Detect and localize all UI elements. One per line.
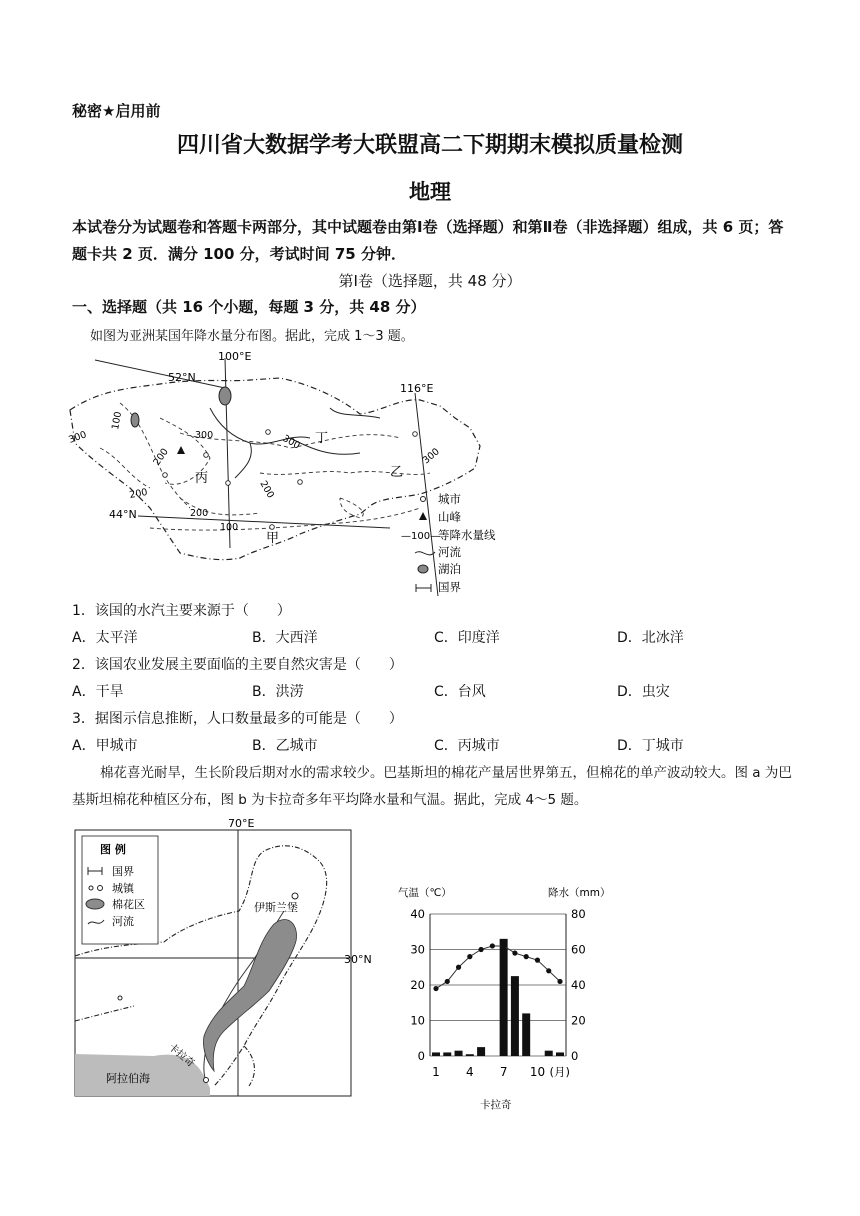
exam-title: 四川省大数据学考大联盟高二下期期末模拟质量检测	[176, 133, 683, 158]
chart-tick-left: 20	[410, 978, 425, 992]
exam-intro: 本试卷分为试题卷和答题卡两部分，其中试题卷由第Ⅰ卷（选择题）和第Ⅱ卷（非选择题）组成，共 6 页；答题卡共 2 页．满分 100 分，考试时间 75 分钟．	[72, 218, 784, 263]
label-44n: 44°N	[109, 508, 137, 521]
precipitation-map	[60, 348, 530, 596]
label-300-isoline: 300	[67, 429, 89, 446]
legend-lake: 湖泊	[438, 562, 461, 576]
legend-peak: 山峰	[438, 510, 461, 524]
pakistan-cotton-map	[74, 816, 372, 1098]
chart-temperature-point	[557, 979, 562, 984]
chart-temperature-point	[501, 943, 506, 948]
legend-river: 河流	[112, 915, 134, 928]
q2-option-d[interactable]: D．虫灾	[617, 684, 670, 700]
chart-bar	[455, 1051, 463, 1056]
volume-heading: 第Ⅰ卷（选择题，共 48 分）	[338, 272, 522, 290]
q1-option-c[interactable]: C．印度洋	[434, 630, 500, 646]
label-100e: 100°E	[218, 350, 252, 363]
chart-tick-x: 1	[432, 1065, 440, 1079]
chart-bar	[545, 1051, 553, 1056]
question-1: 1．该国的水汽主要来源于（ ）	[72, 603, 291, 619]
lake-north	[219, 387, 231, 405]
subject-title: 地理	[409, 180, 451, 204]
legend-border: 国界	[112, 865, 134, 878]
city-dot	[266, 430, 271, 435]
chart-temperature-point	[512, 950, 517, 955]
chart-tick-right: 60	[571, 942, 586, 957]
chart-tick-left: 30	[410, 942, 425, 957]
chart-ylabel-left: 气温（℃）	[398, 887, 452, 899]
q3-option-a[interactable]: A．甲城市	[72, 738, 138, 754]
label-300-isoline: 300	[195, 430, 214, 441]
q2-option-a[interactable]: A．干旱	[72, 684, 124, 700]
city-dot	[298, 480, 303, 485]
legend-cotton: 棉花区	[112, 898, 145, 911]
legend-town: 城镇	[112, 882, 134, 895]
section-heading: 一、选择题（共 16 个小题，每题 3 分，共 48 分）	[72, 298, 426, 316]
label-ding: 丁	[315, 431, 329, 446]
chart-tick-right: 0	[571, 1049, 579, 1063]
chart-temperature-point	[535, 958, 540, 963]
chart-bar	[522, 1013, 530, 1056]
peak-legend-icon	[419, 512, 427, 520]
parallel-44n	[138, 516, 390, 528]
map1-legend	[401, 492, 496, 594]
chart-temperature-point	[445, 979, 450, 984]
chart-bar	[511, 976, 519, 1056]
label-200-isoline: 200	[128, 486, 149, 501]
capital-legend-icon	[98, 886, 103, 891]
label-jia: 甲	[266, 531, 280, 546]
isoline-legend-symbol: —100—	[401, 531, 441, 542]
chart-temperature-point	[546, 968, 551, 973]
chart-temperature-point	[524, 954, 529, 959]
label-116e: 116°E	[400, 382, 434, 395]
chart-temperature-point	[467, 954, 472, 959]
chart-bar	[500, 939, 508, 1056]
city-dot	[413, 432, 418, 437]
chart-temperature-point	[478, 947, 483, 952]
islamabad-label: 伊斯兰堡	[254, 901, 298, 914]
town-dot	[118, 996, 122, 1000]
chart-tick-x: 4	[465, 1065, 474, 1079]
map1-lead: 如图为亚洲某国年降水量分布图。据此，完成 1～3 题。	[90, 329, 414, 344]
label-200-isoline: 200	[151, 446, 171, 468]
peak-icon	[177, 446, 185, 454]
chart-tick-right: 20	[571, 1013, 586, 1028]
chart-tick-left: 0	[417, 1049, 425, 1063]
chart-temperature-point	[456, 965, 461, 970]
chart-tick-left: 10	[410, 1013, 425, 1028]
q1-option-d[interactable]: D．北冰洋	[617, 630, 684, 646]
town-legend-icon	[89, 886, 93, 890]
q2-option-c[interactable]: C．台风	[434, 684, 486, 700]
confidential-label: 秘密★启用前	[72, 102, 161, 120]
chart-tick-right: 80	[571, 907, 586, 921]
label-30n: 30°N	[344, 953, 372, 966]
city-dot	[204, 453, 209, 458]
chart-xlabel: (月)	[549, 1065, 570, 1079]
label-52n: 52°N	[168, 371, 196, 384]
border-legend-icon	[416, 584, 431, 592]
chart-bar	[556, 1052, 564, 1056]
lake-legend-icon	[418, 565, 428, 573]
question-2: 2．该国农业发展主要面临的主要自然灾害是（ ）	[72, 657, 403, 673]
q2-option-b[interactable]: B．洪涝	[252, 684, 304, 700]
chart-bar	[466, 1054, 474, 1056]
label-yi: 乙	[390, 465, 404, 480]
chart-ylabel-right: 降水（mm）	[548, 887, 611, 899]
karachi-climate-chart	[396, 882, 611, 1112]
chart-bar	[477, 1047, 485, 1056]
label-300-isoline: 300	[280, 433, 302, 452]
q3-option-d[interactable]: D．丁城市	[617, 738, 684, 754]
chart-temperature-line	[436, 946, 560, 989]
label-70e: 70°E	[228, 817, 255, 830]
chart-tick-x: 7	[499, 1065, 508, 1079]
karachi-dot	[204, 1078, 209, 1083]
q1-option-a[interactable]: A．太平洋	[72, 630, 138, 646]
legend-city: 城市	[438, 492, 461, 506]
chart-bar	[432, 1052, 440, 1056]
legend-river: 河流	[438, 545, 461, 559]
q3-option-b[interactable]: B．乙城市	[252, 738, 318, 754]
label-300-isoline: 300	[420, 446, 442, 467]
city-legend-icon	[421, 497, 426, 502]
city-dot	[270, 525, 275, 530]
label-bing: 丙	[195, 471, 209, 486]
meridian-100e	[225, 358, 230, 548]
map2-legend-title: 图 例	[100, 843, 126, 856]
river-legend-icon	[415, 552, 435, 555]
chart-title: 卡拉奇	[480, 1099, 512, 1111]
city-dot	[226, 481, 231, 486]
chart-temperature-point	[490, 943, 495, 948]
q3-option-c[interactable]: C．丙城市	[434, 738, 500, 754]
legend-border: 国界	[438, 580, 461, 594]
chart-tick-right: 40	[571, 978, 586, 992]
label-100-isoline: 100	[220, 522, 239, 533]
chart-bar	[443, 1052, 451, 1056]
q1-option-b[interactable]: B．大西洋	[252, 630, 318, 646]
arabian-sea-label: 阿拉伯海	[106, 1072, 150, 1085]
cotton-legend-icon	[86, 899, 104, 909]
karachi-label: 卡拉奇	[166, 1041, 197, 1070]
label-200-isoline: 200	[190, 508, 209, 519]
passage-cotton: 棉花喜光耐旱，生长阶段后期对水的需求较少。巴基斯坦的棉花产量居世界第五，但棉花的单产波动较大。图 a 为巴基斯坦棉花种植区分布，图 b 为卡拉奇多年平均降水量和气温。据此，完成 4～5 题。	[72, 765, 792, 808]
chart-temperature-point	[433, 986, 438, 991]
label-200-isoline: 200	[257, 479, 276, 501]
isolines	[100, 403, 430, 530]
chart-tick-x: 10	[529, 1065, 546, 1079]
city-dot	[163, 473, 168, 478]
lake-west	[131, 413, 139, 427]
legend-isoline: 等降水量线	[438, 528, 496, 542]
chart-tick-left: 40	[410, 907, 425, 921]
islamabad-dot	[292, 893, 298, 899]
question-3: 3．据图示信息推断，人口数量最多的可能是（ ）	[72, 711, 403, 727]
label-100-isoline: 100	[110, 410, 125, 431]
